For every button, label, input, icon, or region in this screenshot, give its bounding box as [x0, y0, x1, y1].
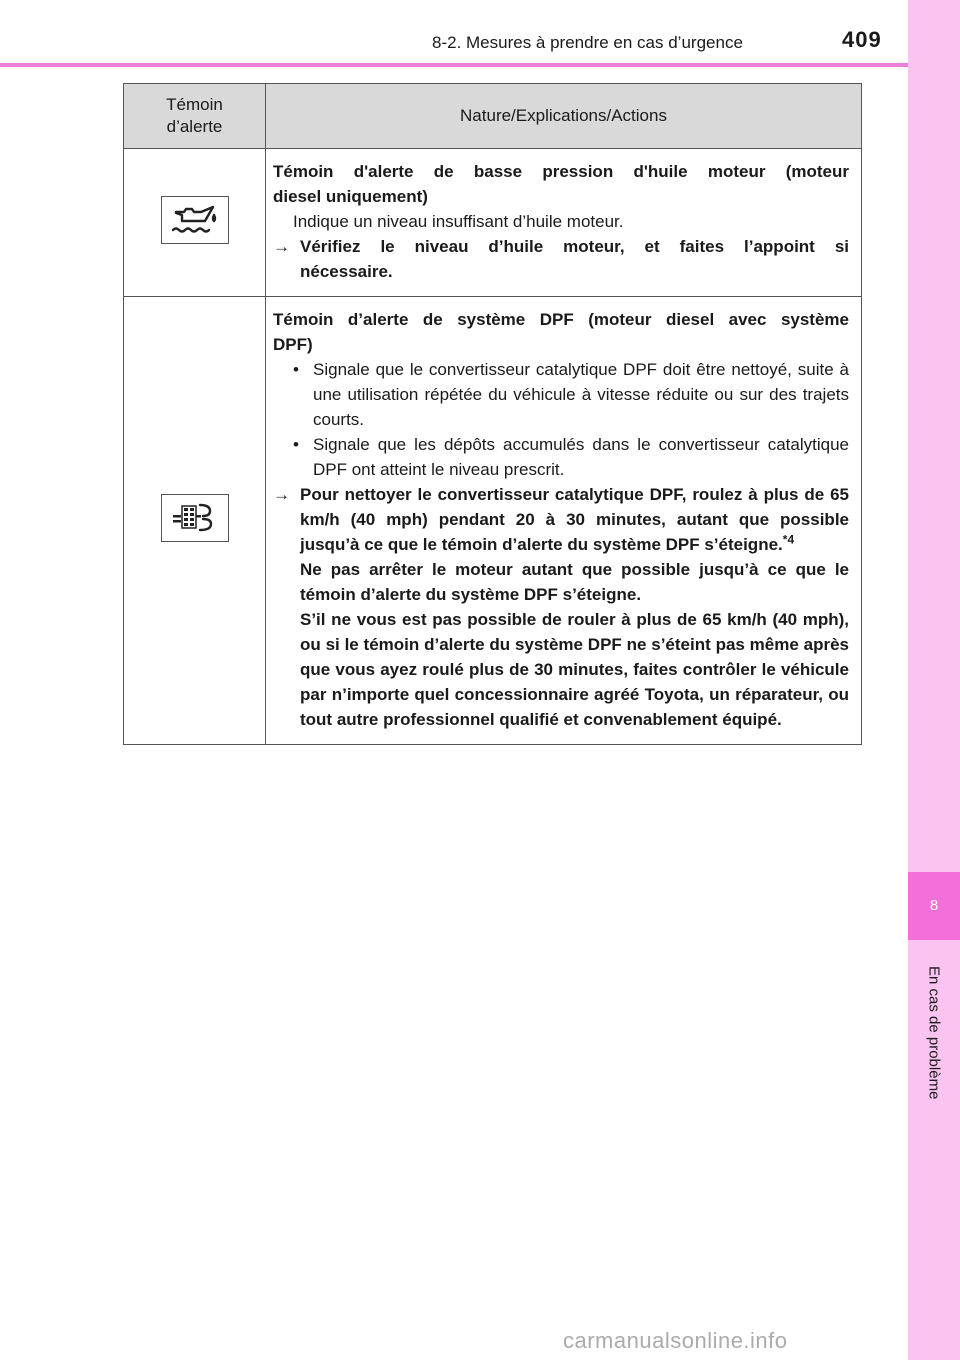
chapter-side-strip	[908, 0, 960, 1360]
row-title-line1: Témoin d'alerte de basse pression d'huile moteur (moteur	[273, 162, 849, 181]
icon-header-line1: Témoin	[166, 95, 223, 114]
icon-cell	[124, 297, 266, 745]
list-item	[273, 357, 849, 432]
bullet-icon: •	[293, 360, 299, 379]
list-item	[273, 432, 849, 482]
row-title-line2: diesel uniquement)	[273, 187, 428, 206]
oil-can-icon	[161, 196, 229, 244]
description-cell	[266, 149, 862, 297]
row-title-line1: Témoin d’alerte de système DPF (moteur diesel avec système	[273, 310, 849, 329]
arrow-icon: →	[273, 485, 290, 504]
action-paragraph-3: S’il ne vous est pas possible de rouler à plus de 65 km/h (40 mph), ou si le témoin d’alerte du système DPF ne s’éteint pas même après que vous ayez roulé plus de 30 minutes, faites contrôler le véhicule par n’importe quel concessionnaire agréé Toyota, un réparateur, ou tout autre professionnel qualifié et convenablement équipé.	[300, 610, 849, 729]
watermark: carmanualsonline.info	[563, 1328, 788, 1353]
table-row	[124, 149, 862, 297]
arrow-icon: →	[273, 237, 290, 256]
bullet-text: Signale que le convertisseur catalytique DPF doit être nettoyé, suite à une utilisation répétée du véhicule à vitesse réduite ou sur des trajets courts.	[313, 360, 849, 429]
table-row	[124, 297, 862, 745]
action-paragraph-2: Ne pas arrêter le moteur autant que possible jusqu’à ce que le témoin d’alerte du système DPF s’éteigne.	[300, 560, 849, 604]
action-text-line1: Vérifiez le niveau d’huile moteur, et faites l’appoint si	[300, 237, 849, 256]
icon-column-header	[124, 84, 266, 149]
chapter-title: En cas de problème	[925, 966, 943, 1100]
dpf-filter-icon	[161, 494, 229, 542]
header-divider	[0, 63, 908, 67]
action-text-line2: nécessaire.	[300, 262, 393, 281]
icon-cell	[124, 149, 266, 297]
action-text: Pour nettoyer le convertisseur catalytique DPF, roulez à plus de 65 km/h (40 mph) pendant 20 à 30 minutes, autant que possible jusqu’à ce que le témoin d’alerte du système DPF s’éteigne.	[300, 485, 849, 554]
row-title-line2: DPF)	[273, 335, 313, 354]
explanation-text: Indique un niveau insuffisant d’huile moteur.	[293, 212, 624, 231]
description-column-header: Nature/Explications/Actions	[266, 84, 862, 149]
warning-lights-table	[123, 83, 862, 745]
table-header-row	[124, 84, 862, 149]
page-number: 409	[842, 27, 882, 52]
bullet-text: Signale que les dépôts accumulés dans le convertisseur catalytique DPF ont atteint le niveau prescrit.	[313, 435, 849, 479]
chapter-number-tab[interactable]: 8	[908, 872, 960, 940]
footnote-reference: *4	[782, 532, 795, 547]
icon-header-line2: d’alerte	[166, 117, 223, 136]
bullet-icon: •	[293, 435, 299, 454]
description-cell	[266, 297, 862, 745]
section-title: 8-2. Mesures à prendre en cas d’urgence	[432, 33, 743, 52]
